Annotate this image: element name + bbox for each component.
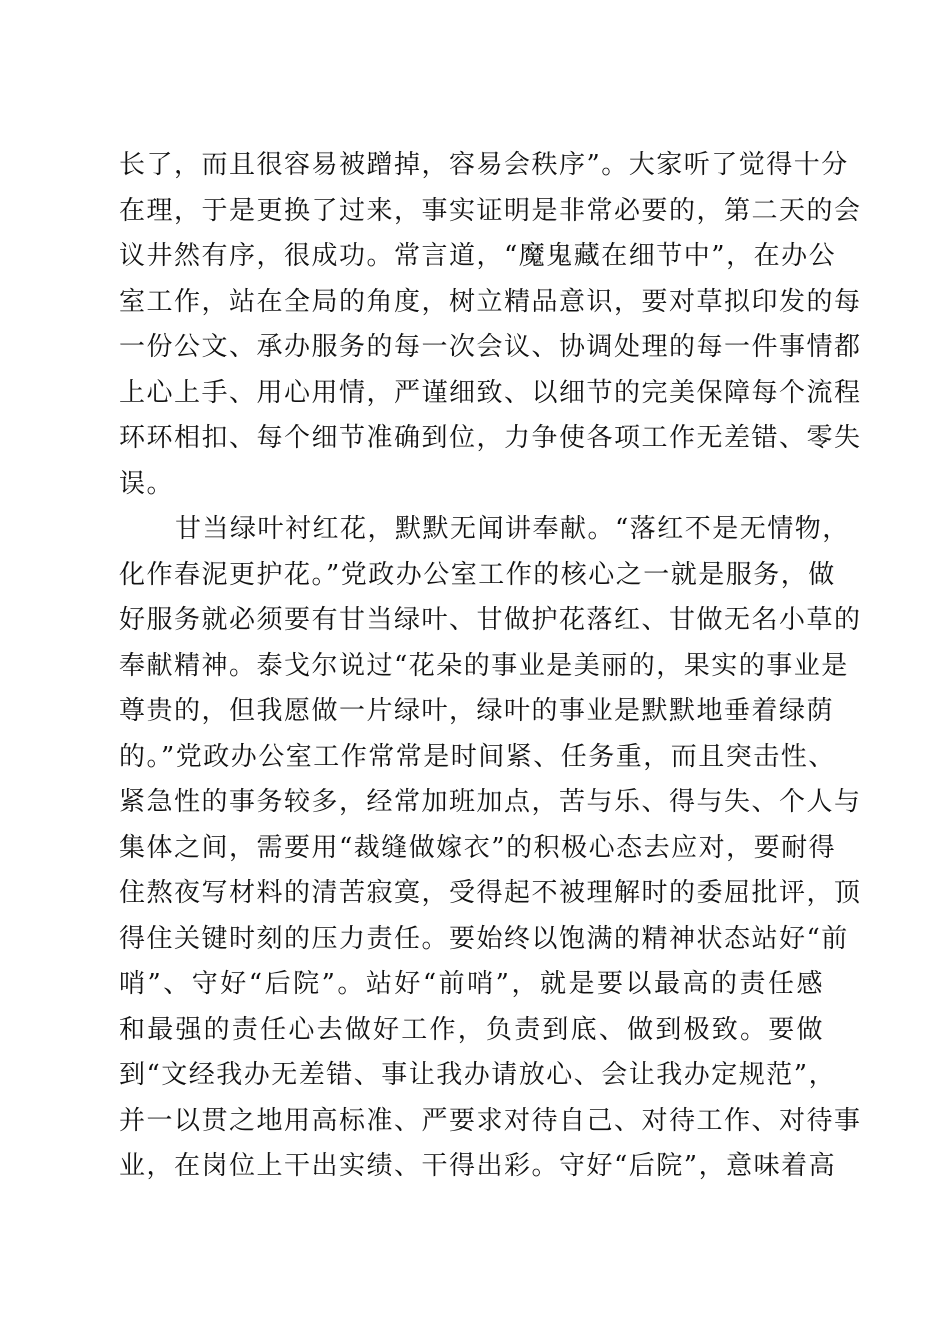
paragraph-line: 上心上手、用心用情，严谨细致、以细节的完美保障每个流程: [119, 377, 862, 408]
paragraph-line: 并一以贯之地用高标准、严要求对待自己、对待工作、对待事: [119, 1105, 862, 1136]
paragraph-line: 的。”党政办公室工作常常是时间紧、任务重，而且突击性、: [119, 741, 836, 772]
paragraph-line: 业，在岗位上干出实绩、干得出彩。守好“后院”，意味着高: [119, 1151, 837, 1181]
paragraph-line: 哨”、守好“后院”。站好“前哨”，就是要以最高的责任感: [119, 969, 824, 999]
paragraph-line: 奉献精神。泰戈尔说过“花朵的事业是美丽的，果实的事业是: [119, 650, 849, 681]
paragraph-line: 到“文经我办无差错、事让我办请放心、会让我办定规范”，: [119, 1060, 837, 1090]
paragraph-line: 好服务就必须要有甘当绿叶、甘做护花落红、甘做无名小草的: [119, 605, 862, 635]
document-body: [119, 143, 862, 1190]
paragraph-line: 紧急性的事务较多，经常加班加点，苦与乐、得与失、个人与: [119, 787, 862, 817]
paragraph-line: 议井然有序，很成功。常言道，“魔鬼藏在细节中”，在办公: [119, 241, 837, 271]
paragraph-line: 住熬夜写材料的清苦寂寞，受得起不被理解时的委屈批评，顶: [119, 878, 862, 908]
paragraph-line: 误。: [119, 468, 175, 499]
paragraph-line: 一份公文、承办服务的每一次会议、协调处理的每一件事情都: [119, 332, 862, 362]
paragraph-green-leaf-dedication: [119, 507, 862, 1190]
paragraph-line: 集体之间，需要用“裁缝做嫁衣”的积极心态去应对，要耐得: [119, 832, 837, 863]
paragraph-line: 化作春泥更护花。”党政办公室工作的核心之一就是服务，做: [119, 559, 836, 590]
paragraph-line: 长了，而且很容易被蹭掉，容易会秩序”。大家听了觉得十分: [119, 150, 849, 180]
paragraph-line: 甘当绿叶衬红花，默默无闻讲奉献。“落红不是无情物，: [175, 514, 850, 544]
paragraph-line: 得住关键时刻的压力责任。要始终以饱满的精神状态站好“前: [119, 923, 849, 954]
paragraph-office-detail: [119, 143, 862, 507]
paragraph-line: 环环相扣、每个细节准确到位，力争使各项工作无差错、零失: [119, 423, 862, 453]
paragraph-line: 在理，于是更换了过来，事实证明是非常必要的，第二天的会: [119, 195, 862, 226]
paragraph-line: 尊贵的，但我愿做一片绿叶，绿叶的事业是默默地垂着绿荫: [119, 696, 835, 726]
paragraph-line: 和最强的责任心去做好工作，负责到底、做到极致。要做: [119, 1014, 824, 1045]
paragraph-line: 室工作，站在全局的角度，树立精品意识，要对草拟印发的每: [119, 286, 862, 317]
